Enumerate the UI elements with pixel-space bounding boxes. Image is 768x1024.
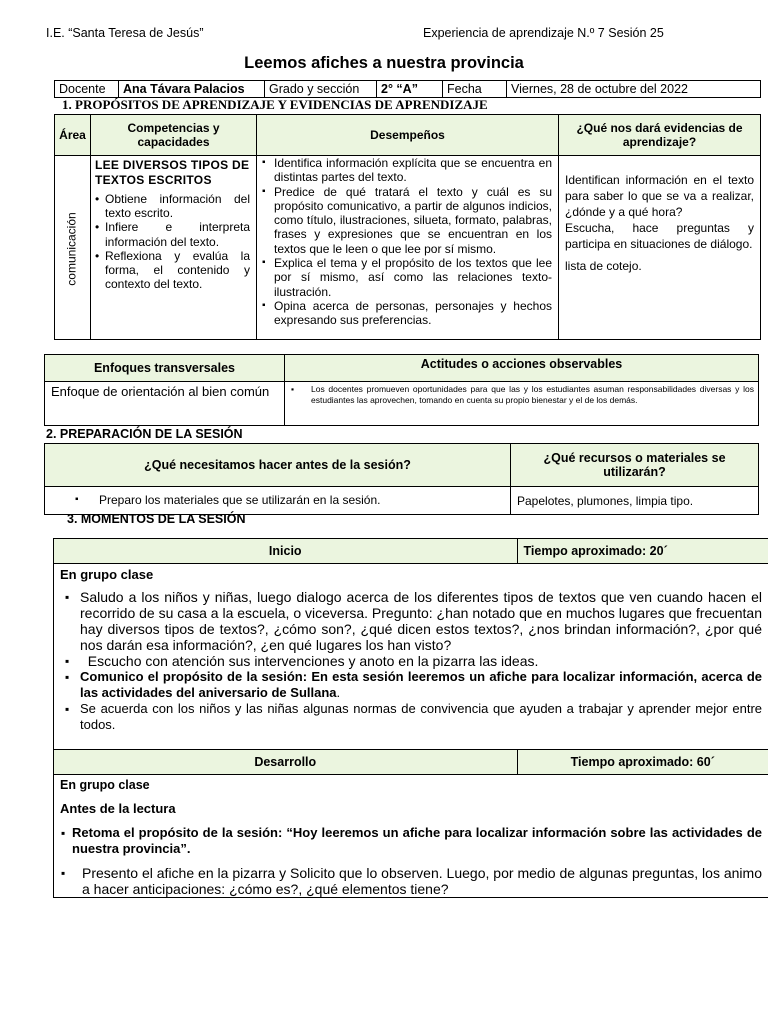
list-item: ▪ Presento el afiche en la pizarra y Solicito que lo observen. Luego, por medio de algunas preguntas, los animo a hacer anticipaciones: ¿cómo es?, ¿qué elementos tiene? bbox=[56, 865, 762, 897]
area-name: comunicación bbox=[64, 212, 79, 286]
fecha-label: Fecha bbox=[443, 81, 507, 98]
list-item: ▪ Escucho con atención sus intervenciones y anoto en la pizarra las ideas. bbox=[60, 653, 762, 669]
col-antes: ¿Qué necesitamos hacer antes de la sesión? bbox=[45, 444, 511, 487]
inicio-content bbox=[54, 564, 768, 750]
section1-heading: 1. PROPÓSITOS DE APRENDIZAJE Y EVIDENCIAS DE APRENDIZAJE bbox=[62, 97, 488, 112]
inicio-list bbox=[54, 585, 768, 733]
list-item: ▪ Se acuerda con los niños y las niñas algunas normas de convivencia que ayuden a trabajar y aprender mejor entre todos. bbox=[60, 701, 762, 733]
list-item: ▪ Opina acerca de personas, personajes y hechos expresando sus preferencias. bbox=[262, 299, 552, 328]
inicio-time: Tiempo aproximado: 20´ bbox=[517, 539, 768, 564]
desarrollo-content bbox=[54, 775, 768, 898]
page-title: Leemos afiches a nuestra provincia bbox=[244, 54, 524, 72]
desarrollo-list bbox=[54, 819, 768, 897]
antes-cell bbox=[45, 487, 511, 515]
desarrollo-group: En grupo clase bbox=[60, 778, 150, 792]
experience-label: Experiencia de aprendizaje N.º 7 Sesión 25 bbox=[423, 26, 664, 40]
col-area: Área bbox=[55, 115, 91, 156]
list-item: ▪ Predice de qué tratará el texto y cuál es su propósito comunicativo, a partir de algunos indicios, como título, ilustraciones, silueta, formato, palabras, frases y expresiones que se encuentran en los textos que le leen o que lee por sí mismo. bbox=[262, 185, 552, 256]
list-item: ▪ Retoma el propósito de la sesión: “Hoy leeremos un afiche para localizar información sobre las actividades de nuestra provincia”. bbox=[56, 825, 762, 857]
desarrollo-time: Tiempo aproximado: 60´ bbox=[517, 750, 768, 775]
list-item: ▪ Explica el tema y el propósito de los textos que lee por sí mismo, así como las relaciones texto-ilustración. bbox=[262, 256, 552, 299]
antes-lectura: Antes de la lectura bbox=[60, 801, 176, 816]
moments-table bbox=[53, 538, 768, 898]
list-item: • Infiere e interpreta información del texto. bbox=[95, 220, 250, 248]
info-table bbox=[54, 80, 761, 98]
col-enfoques: Enfoques transversales bbox=[45, 355, 285, 382]
actitud-cell bbox=[285, 382, 759, 426]
recursos-cell: Papelotes, plumones, limpia tipo. bbox=[511, 487, 759, 515]
list-item: • Obtiene información del texto escrito. bbox=[95, 192, 250, 220]
desarrollo-label: Desarrollo bbox=[54, 750, 518, 775]
list-item: ▪ Comunico el propósito de la sesión: En esta sesión leeremos un afiche para localizar información, acerca de las actividades del aniversario de Sullana. bbox=[60, 669, 762, 701]
competencias-cell bbox=[91, 156, 257, 340]
list-item: ▪ Identifica información explícita que se encuentra en distintas partes del texto. bbox=[262, 156, 552, 185]
enfoques-table bbox=[44, 354, 759, 426]
inicio-group: En grupo clase bbox=[60, 567, 154, 582]
col-evidencias: ¿Qué nos dará evidencias de aprendizaje? bbox=[559, 115, 761, 156]
area-cell bbox=[55, 156, 91, 340]
grado-label: Grado y sección bbox=[265, 81, 377, 98]
list-item: ▪ Preparo los materiales que se utilizarán en la sesión. bbox=[75, 493, 510, 507]
list-item: • Reflexiona y evalúa la forma, el contenido y contexto del texto. bbox=[95, 249, 250, 292]
evidence-text: lista de cotejo. bbox=[565, 259, 642, 273]
enfoque-cell: Enfoque de orientación al bien común bbox=[45, 382, 285, 426]
evidence-text: Escucha, hace preguntas y participa en situaciones de diálogo. bbox=[565, 221, 754, 251]
docente-label: Docente bbox=[55, 81, 119, 98]
desempenos-list bbox=[257, 156, 558, 328]
inicio-label: Inicio bbox=[54, 539, 518, 564]
school-name: I.E. “Santa Teresa de Jesús” bbox=[46, 26, 204, 40]
list-item: ▪ Los docentes promueven oportunidades para que las y los estudiantes asuman responsabilidades diversas y los estudiantes las aprovechen, tomando en cuenta su propio bienestar y el de los demás. bbox=[285, 384, 754, 406]
col-actitudes: Actitudes o acciones observables bbox=[285, 355, 759, 382]
section2-heading: 2. PREPARACIÓN DE LA SESIÓN bbox=[46, 427, 243, 441]
preparation-table bbox=[44, 443, 759, 515]
competencia-title: LEE DIVERSOS TIPOS DE TEXTOS ESCRITOS bbox=[95, 158, 250, 187]
evidence-text: Identifican información en el texto para saber lo que se va a realizar, ¿dónde y a qué hora? bbox=[565, 173, 754, 219]
section3-heading: 3. MOMENTOS DE LA SESIÓN bbox=[67, 512, 246, 526]
list-item: ▪ Saludo a los niños y niñas, luego dialogo acerca de los diferentes tipos de textos que ven cuando hacen el recorrido de su casa a la escuela, o viceversa. Pregunto: ¿han notado que en muchos lugares que frecuentan hay diversos tipos de textos?, ¿cómo son?, ¿qué dicen estos textos?, ¿nos brindan información?, ¿por qué nos darán esa información?, ¿en qué lugares los han visto? bbox=[60, 589, 762, 653]
docente-value: Ana Távara Palacios bbox=[119, 81, 265, 98]
col-recursos: ¿Qué recursos o materiales se utilizarán? bbox=[511, 444, 759, 487]
capacidades-list bbox=[91, 188, 256, 291]
purposes-table bbox=[54, 114, 761, 340]
desempenos-cell bbox=[257, 156, 559, 340]
col-competencias: Competencias y capacidades bbox=[91, 115, 257, 156]
evidencias-cell bbox=[559, 156, 761, 340]
grado-value: 2° “A” bbox=[377, 81, 443, 98]
col-desempenos: Desempeños bbox=[257, 115, 559, 156]
fecha-value: Viernes, 28 de octubre del 2022 bbox=[507, 81, 761, 98]
